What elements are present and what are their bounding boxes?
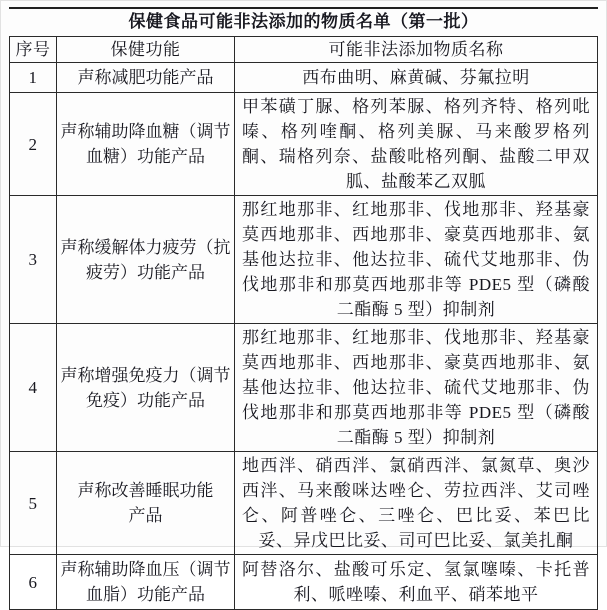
top-divider [9, 7, 598, 9]
substances-cell: 那红地那非、红地那非、伐地那非、羟基豪莫西地那非、西地那非、豪莫西地那非、氨基他达拉非、他达拉非、硫代艾地那非、伪伐地那非和那莫西地那非等 PDE5 型（磷酸二酯酶 5 型）抑制剂 [235, 196, 598, 324]
table-row [10, 555, 598, 610]
substances-cell: 阿替洛尔、盐酸可乐定、氢氯噻嗪、卡托普利、哌唑嗪、利血平、硝苯地平 [235, 555, 598, 610]
header-row [10, 37, 598, 63]
substances-cell: 甲苯磺丁脲、格列苯脲、格列齐特、格列吡嗪、格列喹酮、格列美脲、马来酸罗格列酮、瑞格列奈、盐酸吡格列酮、盐酸二甲双胍、盐酸苯乙双胍 [235, 93, 598, 196]
health-function-cell: 声称辅助降血压（调节 血脂）功能产品 [57, 555, 235, 610]
health-function-cell: 声称辅助降血糖（调节 血糖）功能产品 [57, 93, 235, 196]
row-index-cell: 6 [10, 555, 57, 610]
col-header-index: 序号 [10, 37, 57, 63]
substances-cell: 地西泮、硝西泮、氯硝西泮、氯氮草、奥沙西泮、马来酸咪达唑仑、劳拉西泮、艾司唑仑、阿普唑仑、三唑仑、巴比妥、苯巴比妥、异戊巴比妥、司可巴比妥、氯美扎酮 [235, 452, 598, 555]
substances-cell: 西布曲明、麻黄碱、芬氟拉明 [235, 63, 598, 93]
table-row [10, 196, 598, 324]
row-index-cell: 5 [10, 452, 57, 555]
health-function-cell: 声称改善睡眠功能 产品 [57, 452, 235, 555]
document-title: 保健食品可能非法添加的物质名单（第一批） [128, 12, 479, 31]
substances-table [9, 36, 598, 610]
row-index-cell: 4 [10, 324, 57, 452]
col-header-function: 保健功能 [57, 37, 235, 63]
table-row [10, 63, 598, 93]
health-function-cell: 声称缓解体力疲劳（抗 疲劳）功能产品 [57, 196, 235, 324]
table-row [10, 324, 598, 452]
health-function-cell: 声称减肥功能产品 [57, 63, 235, 93]
substances-cell: 那红地那非、红地那非、伐地那非、羟基豪莫西地那非、西地那非、豪莫西地那非、氨基他达拉非、他达拉非、硫代艾地那非、伪伐地那非和那莫西地那非等 PDE5 型（磷酸二酯酶 5 型）抑制剂 [235, 324, 598, 452]
health-function-cell: 声称增强免疫力（调节 免疫）功能产品 [57, 324, 235, 452]
table-row [10, 93, 598, 196]
row-index-cell: 2 [10, 93, 57, 196]
row-index-cell: 3 [10, 196, 57, 324]
row-index-cell: 1 [10, 63, 57, 93]
col-header-substances: 可能非法添加物质名称 [235, 37, 598, 63]
table-row [10, 452, 598, 555]
